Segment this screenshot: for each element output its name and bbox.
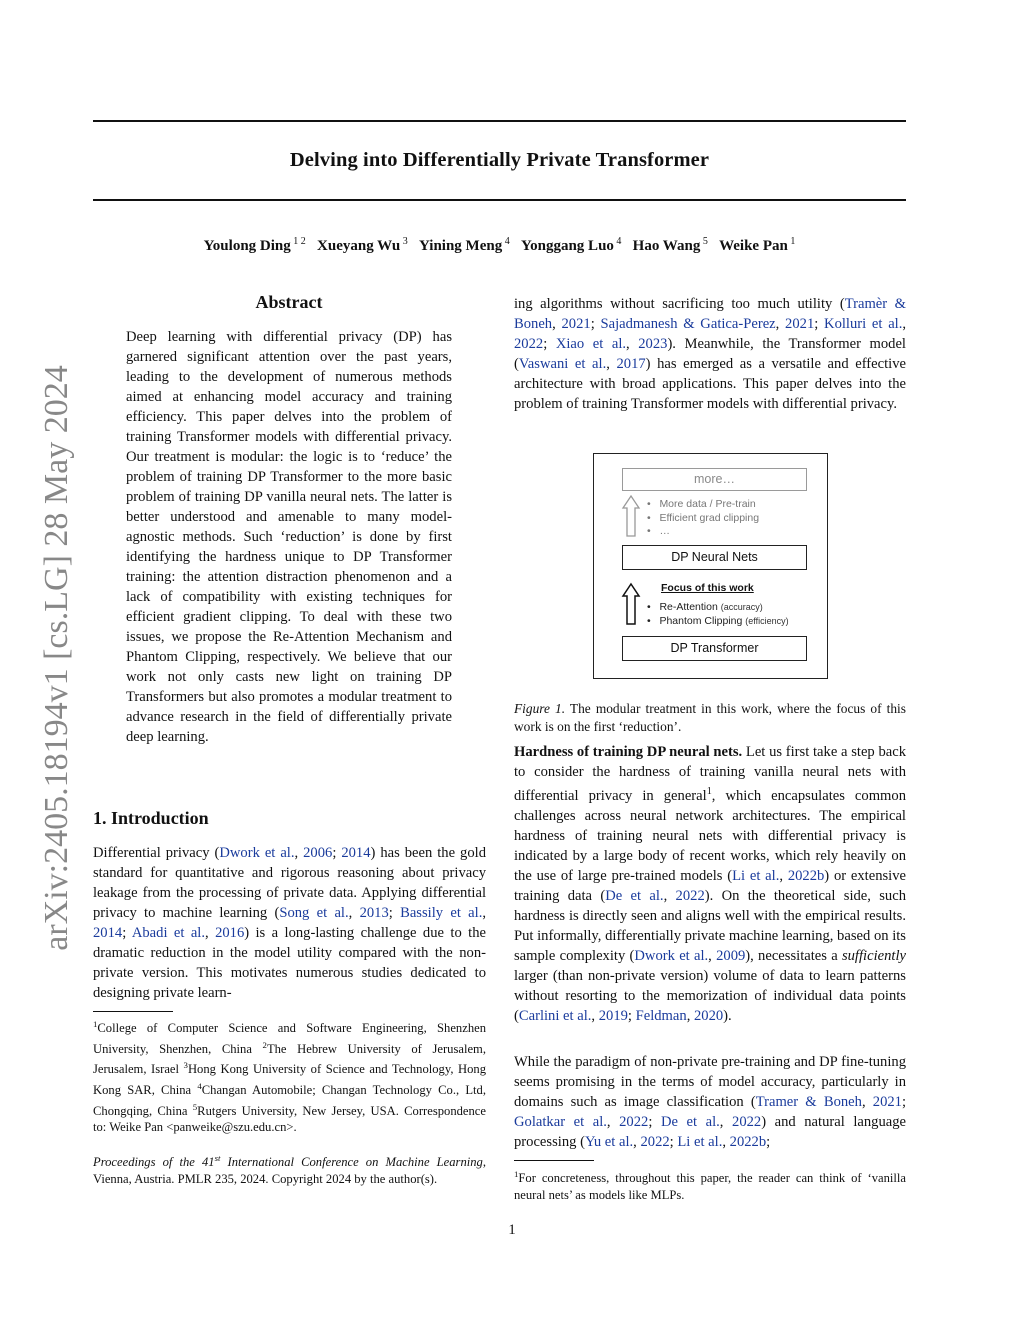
author-name: Youlong Ding $^{1 2}$ (203, 236, 306, 254)
up-arrow-icon (621, 582, 641, 626)
paper-title: Delving into Differentially Private Transformer (289, 149, 710, 171)
citation-link[interactable]: Dwork et al. (634, 947, 709, 964)
citation-link[interactable]: 2022 (619, 1114, 649, 1130)
citation-link[interactable]: Golatkar et al. (514, 1114, 607, 1130)
citation-link[interactable]: 2022b (787, 867, 825, 884)
citation-link[interactable]: 2022b (729, 1134, 767, 1150)
citation-link[interactable]: 2013 (359, 905, 389, 921)
citation-link[interactable]: Carlini et al. (518, 1007, 592, 1024)
title-top-rule (93, 120, 906, 122)
citation-link[interactable]: 2016 (215, 925, 245, 941)
citation-link[interactable]: Song et al. (279, 905, 349, 921)
citation-link[interactable]: 2022 (675, 887, 705, 904)
citation-link[interactable]: Abadi et al. (131, 925, 206, 941)
citation-link[interactable]: De et al. (605, 887, 664, 904)
citation-link[interactable]: 2022 (732, 1114, 762, 1130)
author-affiliation-marker: 5 (700, 236, 708, 247)
author-name: Xueyang Wu $^3$ (317, 236, 408, 254)
author-affiliation-marker: 4 (613, 236, 622, 247)
proceedings-footnote: Proceedings of the 41st International Conference on Machine Learning, Vienna, Austria. PMLR 235, 2024. Copyright 2024 by the author(s). (93, 1153, 486, 1186)
abstract-heading: Abstract (255, 292, 323, 312)
author-name: Hao Wang $^5$ (632, 236, 708, 254)
arxiv-identifier: arXiv:2405.18194v1 [cs.LG] 28 May 2024 (38, 365, 75, 951)
citation-link[interactable]: 2021 (561, 316, 591, 332)
citation-link[interactable]: Li et al. (732, 867, 780, 884)
author-list (93, 236, 906, 255)
hardness-paragraph: Hardness of training DP neural nets. Let us first take a step back to consider the hardness of training vanilla neural nets with differential privacy in general$^1$, which encapsulates common challenges across neural network architectures. The empirical hardness of training neural nets with differential privacy is indicated by a large body of recent works, which rely heavily on the use of large pre-trained models (Li et al., 2022b) or extensive training data (De et al., 2022). On the theoretical side, such hardness is directly seen and aligns well with the empirical results. Put informally, differentially private machine learning, based on its sample complexity (Dwork et al., 2009), necessitates a sufficiently larger (than non-private version) volume of data to learn patterns without resorting to the memorization of individual data points (Carlini et al., 2019; Feldman, 2020). (514, 744, 907, 1024)
citation-link[interactable]: Dwork et al. (219, 845, 295, 861)
concreteness-footnote: $^1$For concreteness, throughout this paper, the reader can think of ‘vanilla neural nets’ as models like MLPs. (514, 1169, 906, 1202)
more-bullet: • Efficient grad clipping (647, 512, 760, 524)
footnote-rule-left (93, 1011, 173, 1012)
intro-paragraph-1-continued: ing algorithms without sacrificing too much utility (Tramèr & Boneh, 2021; Sajadmanesh & Gatica-Perez, 2021; Kolluri et al., 2022; Xiao et al., 2023). Meanwhile, the Transformer model (Vaswani et al., 2017) has emerged as a versatile and effective architecture with broad applications. This paper delves into the problem of training Transformer models with differential privacy. (514, 296, 907, 412)
citation-link[interactable]: 2019 (598, 1007, 628, 1024)
citation-link[interactable]: Bassily et al. (400, 905, 483, 921)
focus-label: Focus of this work (661, 582, 754, 594)
citation-link[interactable]: Li et al. (677, 1134, 723, 1150)
affiliations-footnote: $^1$College of Computer Science and Software Engineering, Shenzhen University, Shenzhen, China $^2$The Hebrew University of Jerusalem, Jerusalem, Israel $^3$Hong Kong University of Science and Technology, Hong Kong SAR, China $^4$Changan Automobile; Changan Technology Co., Ltd, Chongqing, China $^5$Rutgers University, New Jersey, USA. Correspondence to: Weike Pan <panweike@szu.edu.cn>. (93, 1019, 486, 1135)
citation-link[interactable]: Sajadmanesh & Gatica-Perez (600, 316, 776, 332)
citation-link[interactable]: 2021 (785, 316, 815, 332)
more-bullet: • … (647, 525, 670, 537)
author-affiliation-marker: 3 (400, 236, 408, 247)
dp-neural-nets-box: DP Neural Nets (622, 545, 807, 570)
author-affiliation-marker: 4 (502, 236, 510, 247)
citation-link[interactable]: 2021 (872, 1094, 902, 1110)
citation-link[interactable]: 2020 (693, 1007, 724, 1024)
figure-caption: Figure 1. The modular treatment in this work, where the focus of this work is on the first ‘reduction’. (514, 701, 906, 734)
up-arrow-icon (621, 494, 641, 538)
focus-bullet: • Phantom Clipping (efficiency) (647, 615, 789, 627)
citation-link[interactable]: Yu et al. (584, 1134, 634, 1150)
author-name: Weike Pan $^1$ (719, 236, 796, 254)
citation-link[interactable]: 2014 (93, 925, 123, 941)
footnote-rule-right (514, 1160, 594, 1161)
abstract-text: Deep learning with differential privacy (DP) has garnered significant attention over the past years, leading to the development of numerous methods aimed at enhancing model accuracy and training efficiency. This paper delves into the problem of training Transformer models with differential privacy. Our treatment is modular: the logic is to ‘reduce’ the problem of training DP Transformer to the more basic problem of training DP vanilla neural nets. The latter is better understood and amenable to many model-agnostic methods. Such ‘reduction’ is done by first identifying the hardness unique to DP Transformer training: the attention distraction phenomenon and a lack of compatibility with existing techniques for efficient gradient clipping. To deal with these two issues, we propose the Re-Attention Mechanism and Phantom Clipping, respectively. We believe that our work not only casts new light on training DP Transformers but also promotes a modular treatment to advance research in the field of differentially private deep learning. (126, 329, 452, 745)
citation-link[interactable]: 2022 (640, 1134, 670, 1150)
citation-link[interactable]: Feldman (635, 1007, 687, 1024)
author-affiliation-marker: 1 (787, 236, 796, 247)
citation-link[interactable]: 2023 (638, 336, 668, 352)
intro-paragraph-1: Differential privacy (Dwork et al., 2006; 2014) has been the gold standard for quantitative and rigorous reasoning about privacy leakage from the processing of private data. Applying differential privacy to machine learning (Song et al., 2013; Bassily et al., 2014; Abadi et al., 2016) is a long-lasting challenge due to the dramatic reduction in the model utility compared with the non-private version. This motivates numerous studies dedicated to designing private learn- (93, 845, 486, 1001)
figure-modular-treatment (593, 453, 828, 679)
author-name: Yining Meng $^4$ (419, 236, 510, 254)
section-heading-introduction: 1. Introduction (93, 808, 209, 828)
citation-link[interactable]: Xiao et al. (555, 336, 627, 352)
citation-link[interactable]: 2022 (514, 336, 544, 352)
citation-link[interactable]: Vaswani et al. (518, 356, 607, 372)
dp-transformer-box: DP Transformer (622, 636, 807, 661)
pretraining-paragraph: While the paradigm of non-private pre-training and DP fine-tuning seems promising in the terms of model accuracy, particularly in domains such as image classification (Tramer & Boneh, 2021; Golatkar et al., 2022; De et al., 2022) and natural language processing (Yu et al., 2022; Li et al., 2022b; (514, 1054, 907, 1150)
citation-link[interactable]: De et al. (660, 1114, 720, 1130)
citation-link[interactable]: 2006 (303, 845, 333, 861)
citation-link[interactable]: Tramer & Boneh (755, 1094, 862, 1110)
author-name: Yonggang Luo $^4$ (520, 236, 622, 254)
author-affiliation-marker: 1 2 (290, 236, 306, 247)
citation-link[interactable]: 2009 (716, 947, 746, 964)
citation-link[interactable]: 2014 (341, 845, 371, 861)
citation-link[interactable]: 2017 (616, 356, 646, 372)
page-number: 1 (508, 1222, 516, 1238)
citation-link[interactable]: Kolluri et al. (824, 316, 903, 332)
citation-link[interactable]: Tramèr & Boneh (514, 296, 907, 332)
more-bullet: • More data / Pre-train (647, 498, 756, 510)
focus-bullet: • Re-Attention (accuracy) (647, 601, 763, 613)
title-bottom-rule (93, 199, 906, 201)
more-box: more… (622, 468, 807, 491)
